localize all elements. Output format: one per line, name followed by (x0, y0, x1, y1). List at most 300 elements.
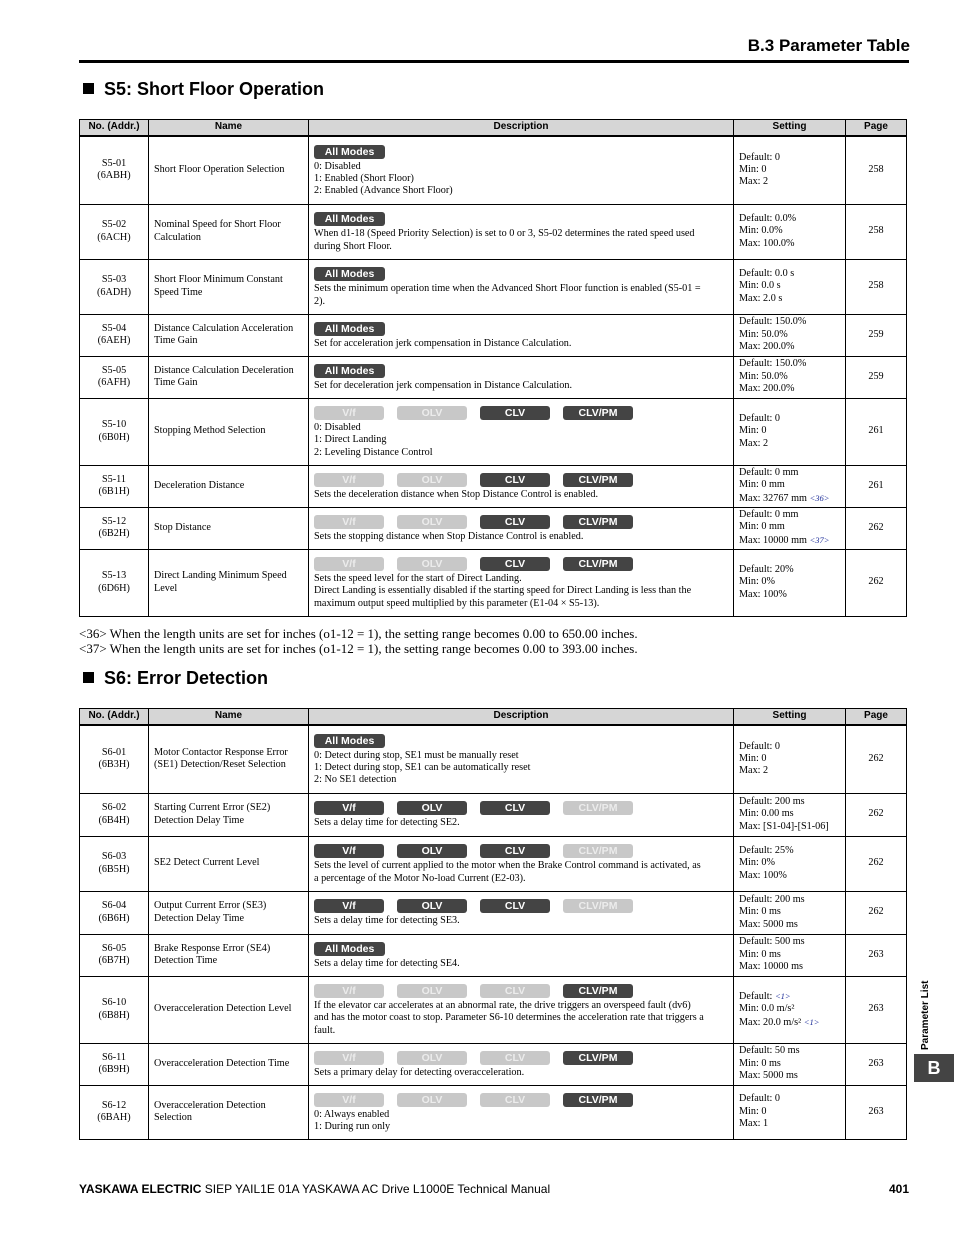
param-name-cell (149, 836, 309, 891)
param-description-cell (309, 1085, 734, 1139)
param-description-line: When d1-18 (Speed Priority Selection) is set to 0 or 3, S5-02 determines the rated speed used (314, 228, 695, 240)
param-setting-line (739, 821, 840, 833)
param-setting-line (739, 383, 840, 395)
param-setting-value: Default: 25% (739, 844, 794, 856)
param-setting-value: Min: 0 (739, 753, 767, 765)
param-description-line: 1: During run only (314, 1121, 391, 1132)
param-setting-line (739, 534, 840, 547)
param-description-cell (309, 507, 734, 549)
mode-badge-clv: CLV (480, 1051, 550, 1065)
mode-badge-olv: OLV (397, 473, 467, 487)
param-name-cell (149, 549, 309, 616)
param-setting-value: Max: 2 (739, 176, 769, 188)
param-setting-cell (734, 314, 846, 356)
param-page-cell[interactable]: 263 (846, 1043, 907, 1085)
param-setting-value: Max: 20.0 m/s² (739, 1016, 802, 1028)
mode-badge-olv: OLV (397, 515, 467, 529)
mode-badge-clv-pm: CLV/PM (563, 801, 633, 815)
param-name-line: Nominal Speed for Short Floor (154, 219, 281, 231)
param-setting-value: Default: 0.0% (739, 212, 797, 224)
control-mode-badges (314, 844, 728, 858)
param-setting-line (739, 293, 840, 305)
param-number-cell (80, 259, 149, 314)
param-setting-line (739, 176, 840, 188)
param-number-cell (80, 725, 149, 793)
table-row (80, 314, 907, 356)
param-number-cell (80, 891, 149, 934)
param-setting-value: Max: 200.0% (739, 341, 795, 353)
control-mode-badges (314, 406, 728, 420)
param-number-cell (80, 934, 149, 976)
param-number: S5-11 (102, 473, 126, 485)
table-row (80, 136, 907, 204)
param-setting-value: Min: 0 ms (739, 906, 781, 918)
param-setting-line (739, 358, 840, 370)
mode-badge-clv-pm: CLV/PM (563, 1051, 633, 1065)
footnote-reference-link[interactable]: <1> (803, 1016, 820, 1027)
control-mode-badges (314, 801, 728, 815)
param-setting-cell (734, 259, 846, 314)
param-setting-value: Min: 0% (739, 857, 775, 869)
param-name-cell (149, 398, 309, 465)
param-setting-cell (734, 356, 846, 398)
param-setting-line (739, 238, 840, 250)
control-mode-badges (314, 557, 728, 571)
param-setting-line (739, 894, 840, 906)
mode-badge-clv: CLV (480, 557, 550, 571)
control-mode-badges (314, 942, 728, 956)
param-setting-value: Min: 0 (739, 1105, 767, 1117)
param-setting-line (739, 225, 840, 237)
param-page-cell[interactable]: 259 (846, 314, 907, 356)
param-name-line: Overacceleration Detection Level (154, 1003, 292, 1015)
param-number-cell (80, 1043, 149, 1085)
mode-badge-clv: CLV (480, 473, 550, 487)
param-setting-cell (734, 136, 846, 204)
param-name-line: Short Floor Operation Selection (154, 164, 285, 176)
mode-badge-vf: V/f (314, 844, 384, 858)
param-setting-value: Min: 0 ms (739, 948, 781, 960)
param-name-line: Detection Time (154, 955, 218, 966)
s6-parameter-table (79, 708, 907, 1140)
param-description-line: 2). (314, 295, 326, 307)
param-description-line: Sets the speed level for the start of Direct Landing. (314, 572, 522, 584)
mode-badge-vf: V/f (314, 1093, 384, 1107)
control-mode-badges (314, 364, 728, 378)
mode-badge-clv-pm: CLV/PM (563, 473, 633, 487)
param-name-cell (149, 465, 309, 507)
param-page-cell[interactable]: 261 (846, 465, 907, 507)
param-name-line: Brake Response Error (SE4) (154, 942, 271, 954)
param-setting-cell (734, 1043, 846, 1085)
param-number: S6-04 (101, 900, 127, 912)
param-setting-value: Max: 1 (739, 1118, 769, 1130)
param-description-line: 1: Direct Landing (314, 434, 387, 446)
param-name-line: Calculation (154, 231, 201, 243)
control-mode-badges (314, 515, 728, 529)
param-name-line: Overacceleration Detection Time (154, 1057, 290, 1069)
param-setting-line (739, 857, 840, 869)
param-description-line: maximum output speed multiplied by this parameter (E1-04 × S5-13). (314, 597, 600, 609)
param-name-line: Time Gain (154, 335, 198, 346)
param-number-cell (80, 356, 149, 398)
param-setting-line (739, 919, 840, 931)
param-name-line: Detection Delay Time (154, 912, 244, 924)
param-address: (6B1H) (98, 486, 130, 497)
param-setting-value: Max: 10000 mm (739, 534, 807, 546)
param-setting-line (739, 371, 840, 383)
param-name-cell (149, 136, 309, 204)
param-description-line: 0: Always enabled (314, 1108, 390, 1120)
col-header-description: Description (309, 120, 734, 137)
param-number: S5-04 (101, 322, 127, 334)
param-setting-line (739, 492, 840, 505)
mode-badge-vf: V/f (314, 473, 384, 487)
param-setting-cell (734, 836, 846, 891)
param-address: (6B6H) (98, 912, 130, 924)
param-number: S6-05 (101, 942, 127, 954)
mode-badge-olv: OLV (397, 1093, 467, 1107)
table-row (80, 398, 907, 465)
param-setting-cell (734, 204, 846, 259)
mode-badge-vf: V/f (314, 557, 384, 571)
param-description-cell (309, 549, 734, 616)
param-description-line: Set for deceleration jerk compensation in Distance Calculation. (314, 379, 572, 391)
param-setting-value: Max: 10000 ms (739, 961, 803, 973)
col-header-name: Name (149, 709, 309, 726)
mode-badge-vf: V/f (314, 406, 384, 420)
param-setting-value: Max: 5000 ms (739, 918, 798, 930)
param-description-cell (309, 314, 734, 356)
param-setting-value: Min: 0.0 s (739, 280, 781, 292)
param-description-cell (309, 398, 734, 465)
param-description-line: 0: Disabled (314, 421, 361, 433)
param-number: S5-02 (101, 219, 127, 231)
param-number-cell (80, 976, 149, 1043)
appendix-tab-b[interactable]: B (914, 1054, 954, 1082)
param-description-line: Direct Landing is essentially disabled if the starting speed for Direct Landing is less than the (314, 585, 692, 597)
all-modes-badge: All Modes (314, 942, 385, 956)
mode-badge-vf: V/f (314, 1051, 384, 1065)
mode-badge-clv-pm: CLV/PM (563, 557, 633, 571)
param-setting-cell (734, 891, 846, 934)
page-footer (79, 1182, 909, 1196)
param-number-cell (80, 507, 149, 549)
param-setting-value: Max: 100% (739, 869, 787, 881)
param-page-cell[interactable]: 258 (846, 259, 907, 314)
param-setting-value: Default: 500 ms (739, 936, 805, 948)
col-header-no: No. (Addr.) (80, 120, 149, 137)
footnote-reference-link[interactable]: <1> (774, 990, 791, 1001)
param-description-line: during Short Floor. (314, 240, 392, 252)
mode-badge-clv: CLV (480, 406, 550, 420)
param-name-cell (149, 976, 309, 1043)
param-number-cell (80, 465, 149, 507)
param-setting-value: Default: 0 mm (739, 466, 799, 478)
param-setting-value: Default: 150.0% (739, 358, 807, 370)
col-header-page: Page (846, 709, 907, 726)
param-name-cell (149, 1085, 309, 1139)
footnote-37: <37> When the length units are set for inches (o1-12 = 1), the setting range becomes 0.00 to 393.00 inches. (79, 640, 638, 656)
param-page-cell[interactable]: 263 (846, 1085, 907, 1139)
param-number: S5-12 (101, 515, 127, 527)
control-mode-badges (314, 1093, 728, 1107)
param-name-line: Speed Time (154, 286, 203, 298)
param-setting-value: Min: 0 mm (739, 479, 785, 491)
table-row (80, 891, 907, 934)
param-number: S5-03 (101, 274, 127, 286)
param-setting-cell (734, 934, 846, 976)
param-address: (6ADH) (97, 286, 131, 298)
param-setting-value: Default: 0 (739, 151, 781, 163)
control-mode-badges (314, 473, 728, 487)
mode-badge-clv-pm: CLV/PM (563, 1093, 633, 1107)
param-setting-cell (734, 725, 846, 793)
param-setting-line (739, 796, 840, 808)
param-description-line: 2: No SE1 detection (314, 774, 397, 786)
param-setting-line (739, 870, 840, 882)
param-setting-value: Min: 0.0 m/s² (739, 1003, 795, 1015)
table-row (80, 549, 907, 616)
param-page-cell[interactable]: 263 (846, 976, 907, 1043)
param-name-line: Output Current Error (SE3) (154, 900, 267, 912)
s5-section-heading (83, 79, 324, 100)
param-setting-value: Default: 20% (739, 563, 794, 575)
control-mode-badges (314, 267, 728, 281)
param-description-line: Sets the deceleration distance when Stop Distance Control is enabled. (314, 488, 599, 500)
param-address: (6B3H) (98, 759, 130, 771)
all-modes-badge: All Modes (314, 322, 385, 336)
param-page-cell[interactable]: 258 (846, 136, 907, 204)
param-description-line: 0: Detect during stop, SE1 must be manually reset (314, 749, 519, 761)
mode-badge-olv: OLV (397, 899, 467, 913)
param-number-cell (80, 314, 149, 356)
param-page-cell[interactable]: 262 (846, 549, 907, 616)
param-address: (6ACH) (97, 231, 131, 243)
param-description-line: a percentage of the Motor No-load Current (E2-03). (314, 872, 526, 884)
param-setting-line (739, 961, 840, 973)
param-setting-value: Max: 100.0% (739, 237, 795, 249)
param-description-cell (309, 934, 734, 976)
mode-badge-clv-pm: CLV/PM (563, 515, 633, 529)
param-number-cell (80, 136, 149, 204)
col-header-name: Name (149, 120, 309, 137)
param-setting-line (739, 741, 840, 753)
param-name-cell (149, 793, 309, 836)
param-page-cell[interactable]: 262 (846, 836, 907, 891)
param-setting-line (739, 213, 840, 225)
param-address: (6B5H) (98, 863, 130, 875)
param-name-cell (149, 891, 309, 934)
param-setting-line (739, 268, 840, 280)
col-header-setting: Setting (734, 120, 846, 137)
param-setting-value: Max: [S1-04]-[S1-06] (739, 820, 829, 832)
param-description-line: Sets a delay time for detecting SE2. (314, 817, 460, 829)
param-number-cell (80, 398, 149, 465)
mode-badge-olv: OLV (397, 406, 467, 420)
param-description-cell (309, 136, 734, 204)
footnote-reference-link[interactable]: <37> (809, 534, 830, 545)
param-description-line: 1: Detect during stop, SE1 can be automatically reset (314, 762, 531, 774)
section-header-title: B.3 Parameter Table (747, 36, 910, 55)
param-name-cell (149, 314, 309, 356)
mode-badge-clv-pm: CLV/PM (563, 899, 633, 913)
param-description-line: 2: Enabled (Advance Short Floor) (314, 185, 453, 197)
param-setting-value: Min: 0 (739, 164, 767, 176)
table-row (80, 465, 907, 507)
col-header-description: Description (309, 709, 734, 726)
table-row (80, 976, 907, 1043)
param-name-line: Stop Distance (154, 521, 211, 533)
param-address: (6B2H) (98, 528, 130, 539)
param-name-line: Overacceleration Detection (154, 1099, 266, 1111)
mode-badge-clv: CLV (480, 844, 550, 858)
table-row (80, 1043, 907, 1085)
mode-badge-clv: CLV (480, 515, 550, 529)
param-setting-line (739, 509, 840, 521)
param-setting-value: Default: 200 ms (739, 893, 805, 905)
param-setting-line (739, 808, 840, 820)
param-name-line: Deceleration Distance (154, 479, 245, 491)
param-number: S5-05 (101, 364, 127, 376)
param-name-line: Distance Calculation Deceleration (154, 364, 294, 376)
param-name-cell (149, 1043, 309, 1085)
param-name-line: (SE1) Detection/Reset Selection (154, 759, 286, 771)
col-header-page: Page (846, 120, 907, 137)
param-setting-line (739, 564, 840, 576)
param-page-cell[interactable]: 262 (846, 725, 907, 793)
param-address: (6B7H) (98, 955, 130, 966)
param-number: S5-13 (101, 570, 127, 582)
side-tab-label: Parameter List (920, 980, 931, 1050)
param-name-line: Direct Landing Minimum Speed (154, 570, 287, 582)
table-row (80, 725, 907, 793)
param-setting-line (739, 906, 840, 918)
param-description-cell (309, 259, 734, 314)
param-description-cell (309, 891, 734, 934)
mode-badge-clv: CLV (480, 984, 550, 998)
param-page-cell[interactable]: 262 (846, 793, 907, 836)
param-number: S6-02 (101, 802, 127, 814)
param-setting-line (739, 936, 840, 948)
param-description-cell (309, 725, 734, 793)
param-setting-value: Default: 200 ms (739, 795, 805, 807)
param-description-line: If the elevator car accelerates at an abnormal rate, the drive triggers an overspeed fault (dv6) (314, 999, 691, 1011)
param-setting-cell (734, 793, 846, 836)
param-setting-line (739, 164, 840, 176)
param-number: S6-01 (101, 746, 127, 758)
param-description-cell (309, 1043, 734, 1085)
param-address: (6B9H) (98, 1064, 130, 1075)
param-setting-value: Default: (739, 990, 775, 1002)
mode-badge-clv-pm: CLV/PM (563, 844, 633, 858)
param-page-cell[interactable]: 263 (846, 934, 907, 976)
param-description-line: Set for acceleration jerk compensation in Distance Calculation. (314, 337, 572, 349)
all-modes-badge: All Modes (314, 364, 385, 378)
param-number-cell (80, 793, 149, 836)
param-page-cell[interactable]: 261 (846, 398, 907, 465)
param-name-line: Short Floor Minimum Constant (154, 274, 283, 286)
param-setting-line (739, 413, 840, 425)
param-setting-value: Default: 0.0 s (739, 267, 795, 279)
param-page-cell[interactable]: 258 (846, 204, 907, 259)
all-modes-badge: All Modes (314, 734, 385, 748)
control-mode-badges (314, 984, 728, 998)
param-page-cell[interactable]: 262 (846, 891, 907, 934)
param-setting-line (739, 316, 840, 328)
footer-manual-title: SIEP YAIL1E 01A YASKAWA AC Drive L1000E Technical Manual (201, 1182, 551, 1196)
param-description-cell (309, 465, 734, 507)
col-header-setting: Setting (734, 709, 846, 726)
mode-badge-olv: OLV (397, 801, 467, 815)
param-setting-value: Max: 5000 ms (739, 1070, 798, 1082)
param-description-line: 1: Enabled (Short Floor) (314, 173, 414, 185)
param-setting-line (739, 438, 840, 450)
footer-page-number: 401 (888, 1182, 909, 1196)
param-setting-value: Min: 0% (739, 576, 775, 588)
param-address: (6B4H) (98, 814, 130, 826)
param-number: S6-11 (102, 1051, 126, 1063)
table-row (80, 259, 907, 314)
param-address: (6ABH) (97, 170, 131, 182)
param-number-cell (80, 836, 149, 891)
param-name-line: Motor Contactor Response Error (154, 746, 288, 758)
param-page-cell[interactable]: 262 (846, 507, 907, 549)
param-setting-value: Max: 2.0 s (739, 292, 783, 304)
all-modes-badge: All Modes (314, 145, 385, 159)
param-setting-value: Min: 0 ms (739, 1057, 781, 1069)
param-name-line: Stopping Method Selection (154, 425, 266, 437)
param-description-cell (309, 356, 734, 398)
param-description-line: Sets the minimum operation time when the Advanced Short Floor function is enabled (S5-01 = (314, 283, 701, 295)
footnote-36: <36> When the length units are set for inches (o1-12 = 1), the setting range becomes 0.00 to 650.00 inches. (79, 626, 638, 641)
param-name-cell (149, 725, 309, 793)
footnote-reference-link[interactable]: <36> (809, 492, 830, 503)
param-name-cell (149, 507, 309, 549)
param-setting-value: Min: 0 mm (739, 521, 785, 533)
all-modes-badge: All Modes (314, 212, 385, 226)
param-description-cell (309, 836, 734, 891)
param-setting-cell (734, 465, 846, 507)
mode-badge-olv: OLV (397, 844, 467, 858)
param-description-line: 0: Disabled (314, 160, 361, 172)
header-rule (79, 60, 909, 63)
mode-badge-clv: CLV (480, 1093, 550, 1107)
param-name-line: Detection Delay Time (154, 814, 244, 826)
param-name-line: Distance Calculation Acceleration (154, 322, 294, 334)
param-description-line: 2: Leveling Distance Control (314, 446, 433, 458)
param-name-line: Selection (154, 1112, 192, 1123)
param-address: (6B0H) (98, 431, 130, 443)
mode-badge-vf: V/f (314, 984, 384, 998)
param-number-cell (80, 1085, 149, 1139)
param-description-line: Sets the level of current applied to the motor when the Brake Control command is activated, as (314, 860, 701, 872)
param-setting-value: Default: 0 mm (739, 508, 799, 520)
param-address: (6D6H) (98, 582, 130, 594)
param-description-line: fault. (314, 1024, 336, 1036)
param-setting-line (739, 990, 840, 1003)
param-number: S5-01 (101, 157, 127, 169)
param-setting-value: Max: 2 (739, 437, 769, 449)
table-row (80, 934, 907, 976)
param-number: S6-12 (101, 1099, 127, 1111)
mode-badge-clv: CLV (480, 899, 550, 913)
param-setting-value: Default: 150.0% (739, 316, 807, 328)
param-setting-line (739, 1045, 840, 1057)
control-mode-badges (314, 1051, 728, 1065)
param-page-cell[interactable]: 259 (846, 356, 907, 398)
param-setting-line (739, 1070, 840, 1082)
